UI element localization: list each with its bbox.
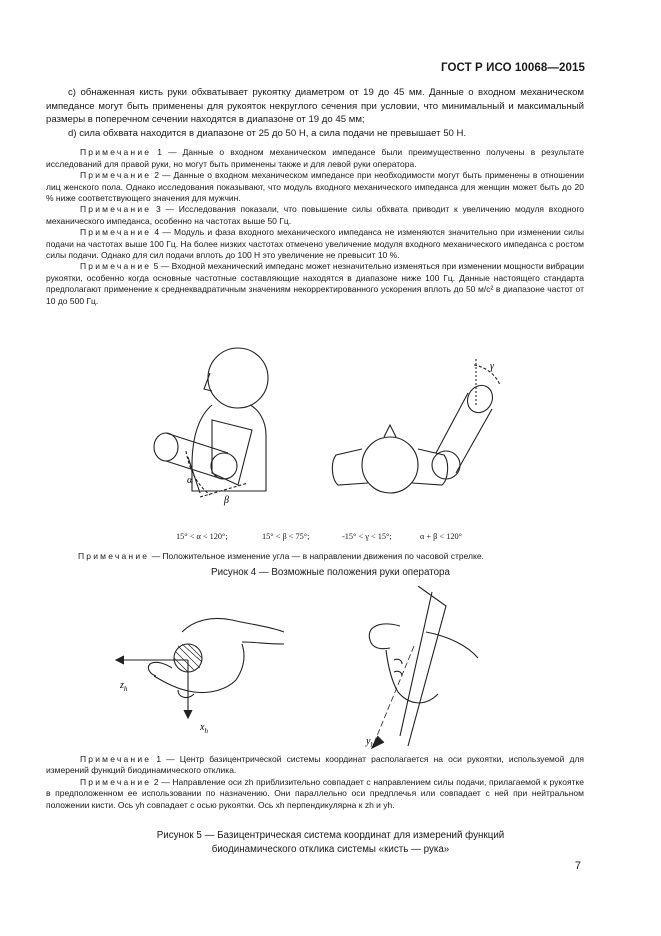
- handle-top-end: [463, 381, 497, 417]
- figure-4-caption: Рисунок 4 — Возможные положения руки оператора: [211, 567, 450, 578]
- note-word: Примечание: [80, 147, 152, 158]
- hand-front-outline: [369, 624, 478, 703]
- angle-gamma-range: -15° < γ < 15°;: [342, 532, 392, 541]
- figure-5-note-2: Примечание 2 — Направление оси zh приблизительно совпадает с направлением силы подачи, прилагаемой к рукоятке в предположенном ее использовании по назначению. Они параллельно оси предплечья или совпадает с ней при нейтральном положении кисти. Ось yh совпадает с осью рукоятки. Ось xh перпендикулярна к zh и yh.: [46, 776, 584, 810]
- angle-sum-range: α + β < 120°: [420, 532, 462, 541]
- operator-shoulders: [332, 449, 447, 485]
- figure-4-note: Примечание — Положительное изменение угла — в направлении движения по часовой стрелке.: [78, 551, 484, 561]
- y-axis-label: $y_h$: [366, 736, 374, 749]
- handle-end: [154, 433, 178, 461]
- figure-5-caption: Рисунок 5 — Базицентрическая система координат для измерений функций биодинамического отклика системы «кисть — рука»: [156, 830, 505, 855]
- note-4: Примечание 4 — Модуль и фаза входного механического импеданса не изменяются значительно при изменении силы подачи на частотах выше 100 Гц. На более низких частотах отмечено увеличение модуля входного механического импеданса с ростом силы подачи. Однако для сил подачи вплоть до 100 Н это увеличение не превысит 10 %.: [46, 227, 584, 261]
- note-5: Примечание 5 — Входной механический импеданс может незначительно изменяться при изменении мощности вибрации рукоятки, особенно когда основные частотные составляющие находятся в диапазоне ниже 100 Гц. Данные настоящего стандарта предполагают применение к среднеквадратичным значениям некорректированного ускорения вплоть до 50 м/с² в диапазоне частот от 10 до 500 Гц.: [46, 261, 584, 306]
- x-axis-label: $x_h$: [200, 722, 208, 735]
- figure-5-drawing: [108, 586, 488, 752]
- operator-arm-top: [436, 393, 492, 473]
- operator-nose-top: [384, 425, 396, 437]
- figure-5-note-1: Примечание 1 — Центр базицентрической системы координат располагается на оси рукоятки, используемой для измерений функций биодинамического отклика.: [46, 754, 585, 776]
- angle-alpha-range: 15° < α < 120°;: [176, 532, 228, 541]
- note-word: Примечание: [80, 261, 152, 272]
- hand-front-knuckles: [394, 659, 402, 676]
- note-word: Примечание: [80, 227, 152, 238]
- paragraph-d: d) сила обхвата находится в диапазоне от 25 до 50 Н, а сила подачи не превышает 50 Н.: [68, 127, 467, 139]
- page-number: 7: [574, 860, 581, 872]
- main-text: [46, 86, 584, 307]
- paragraph-c: c) обнаженная кисть руки обхватывает рукоятку диаметром от 19 до 45 мм. Данные о входном механическом импедансе могут быть применены для рукояток некруглого сечения при условии, что минимальный и максимальный размеры в поперечном сечении находятся в диапазоне от 19 до 45 мм;: [46, 87, 584, 126]
- beta-label: β: [224, 495, 229, 506]
- figure-4-drawing: [140, 345, 540, 525]
- note-3: Примечание 3 — Исследования показали, что повышение силы обхвата приводит к увеличению модуля входного механического импеданса, особенно на частотах выше 50 Гц.: [46, 204, 585, 226]
- z-axis-label: $z_h$: [120, 680, 128, 693]
- hand-fingers: [148, 662, 194, 697]
- y-axis-line: [372, 646, 414, 748]
- note-2: Примечание 2 — Данные о входном механическом импедансе при необходимости могут быть применены в отношении лиц женского пола. Однако исследования показывают, что модуль входного механического импеданса для женщин может быть до 20 % ниже соответствующего значения для мужчин.: [46, 170, 585, 203]
- hand-side-outline: [154, 619, 284, 693]
- arm-top-end: [432, 451, 460, 479]
- note-word: Примечание: [80, 170, 152, 181]
- document-header: ГОСТ Р ИСО 10068—2015: [440, 62, 585, 74]
- note-1: Примечание 1 — Данные о входном механическом импедансе были преимущественно получены в результате исследований для правой руки, но могут быть применены также и для левой руки оператора.: [46, 147, 584, 169]
- angle-beta-range: 15° < β < 75°;: [262, 532, 310, 541]
- gamma-label: γ: [490, 361, 494, 372]
- figure-5-notes: [46, 754, 584, 811]
- note-word: Примечание: [80, 204, 152, 215]
- forearm-end: [211, 453, 237, 479]
- operator-head-side: [208, 348, 268, 408]
- handle-vertical: [400, 586, 446, 746]
- operator-upper-arm: [212, 420, 252, 485]
- operator-head-top: [362, 437, 418, 493]
- alpha-label: α: [187, 475, 193, 486]
